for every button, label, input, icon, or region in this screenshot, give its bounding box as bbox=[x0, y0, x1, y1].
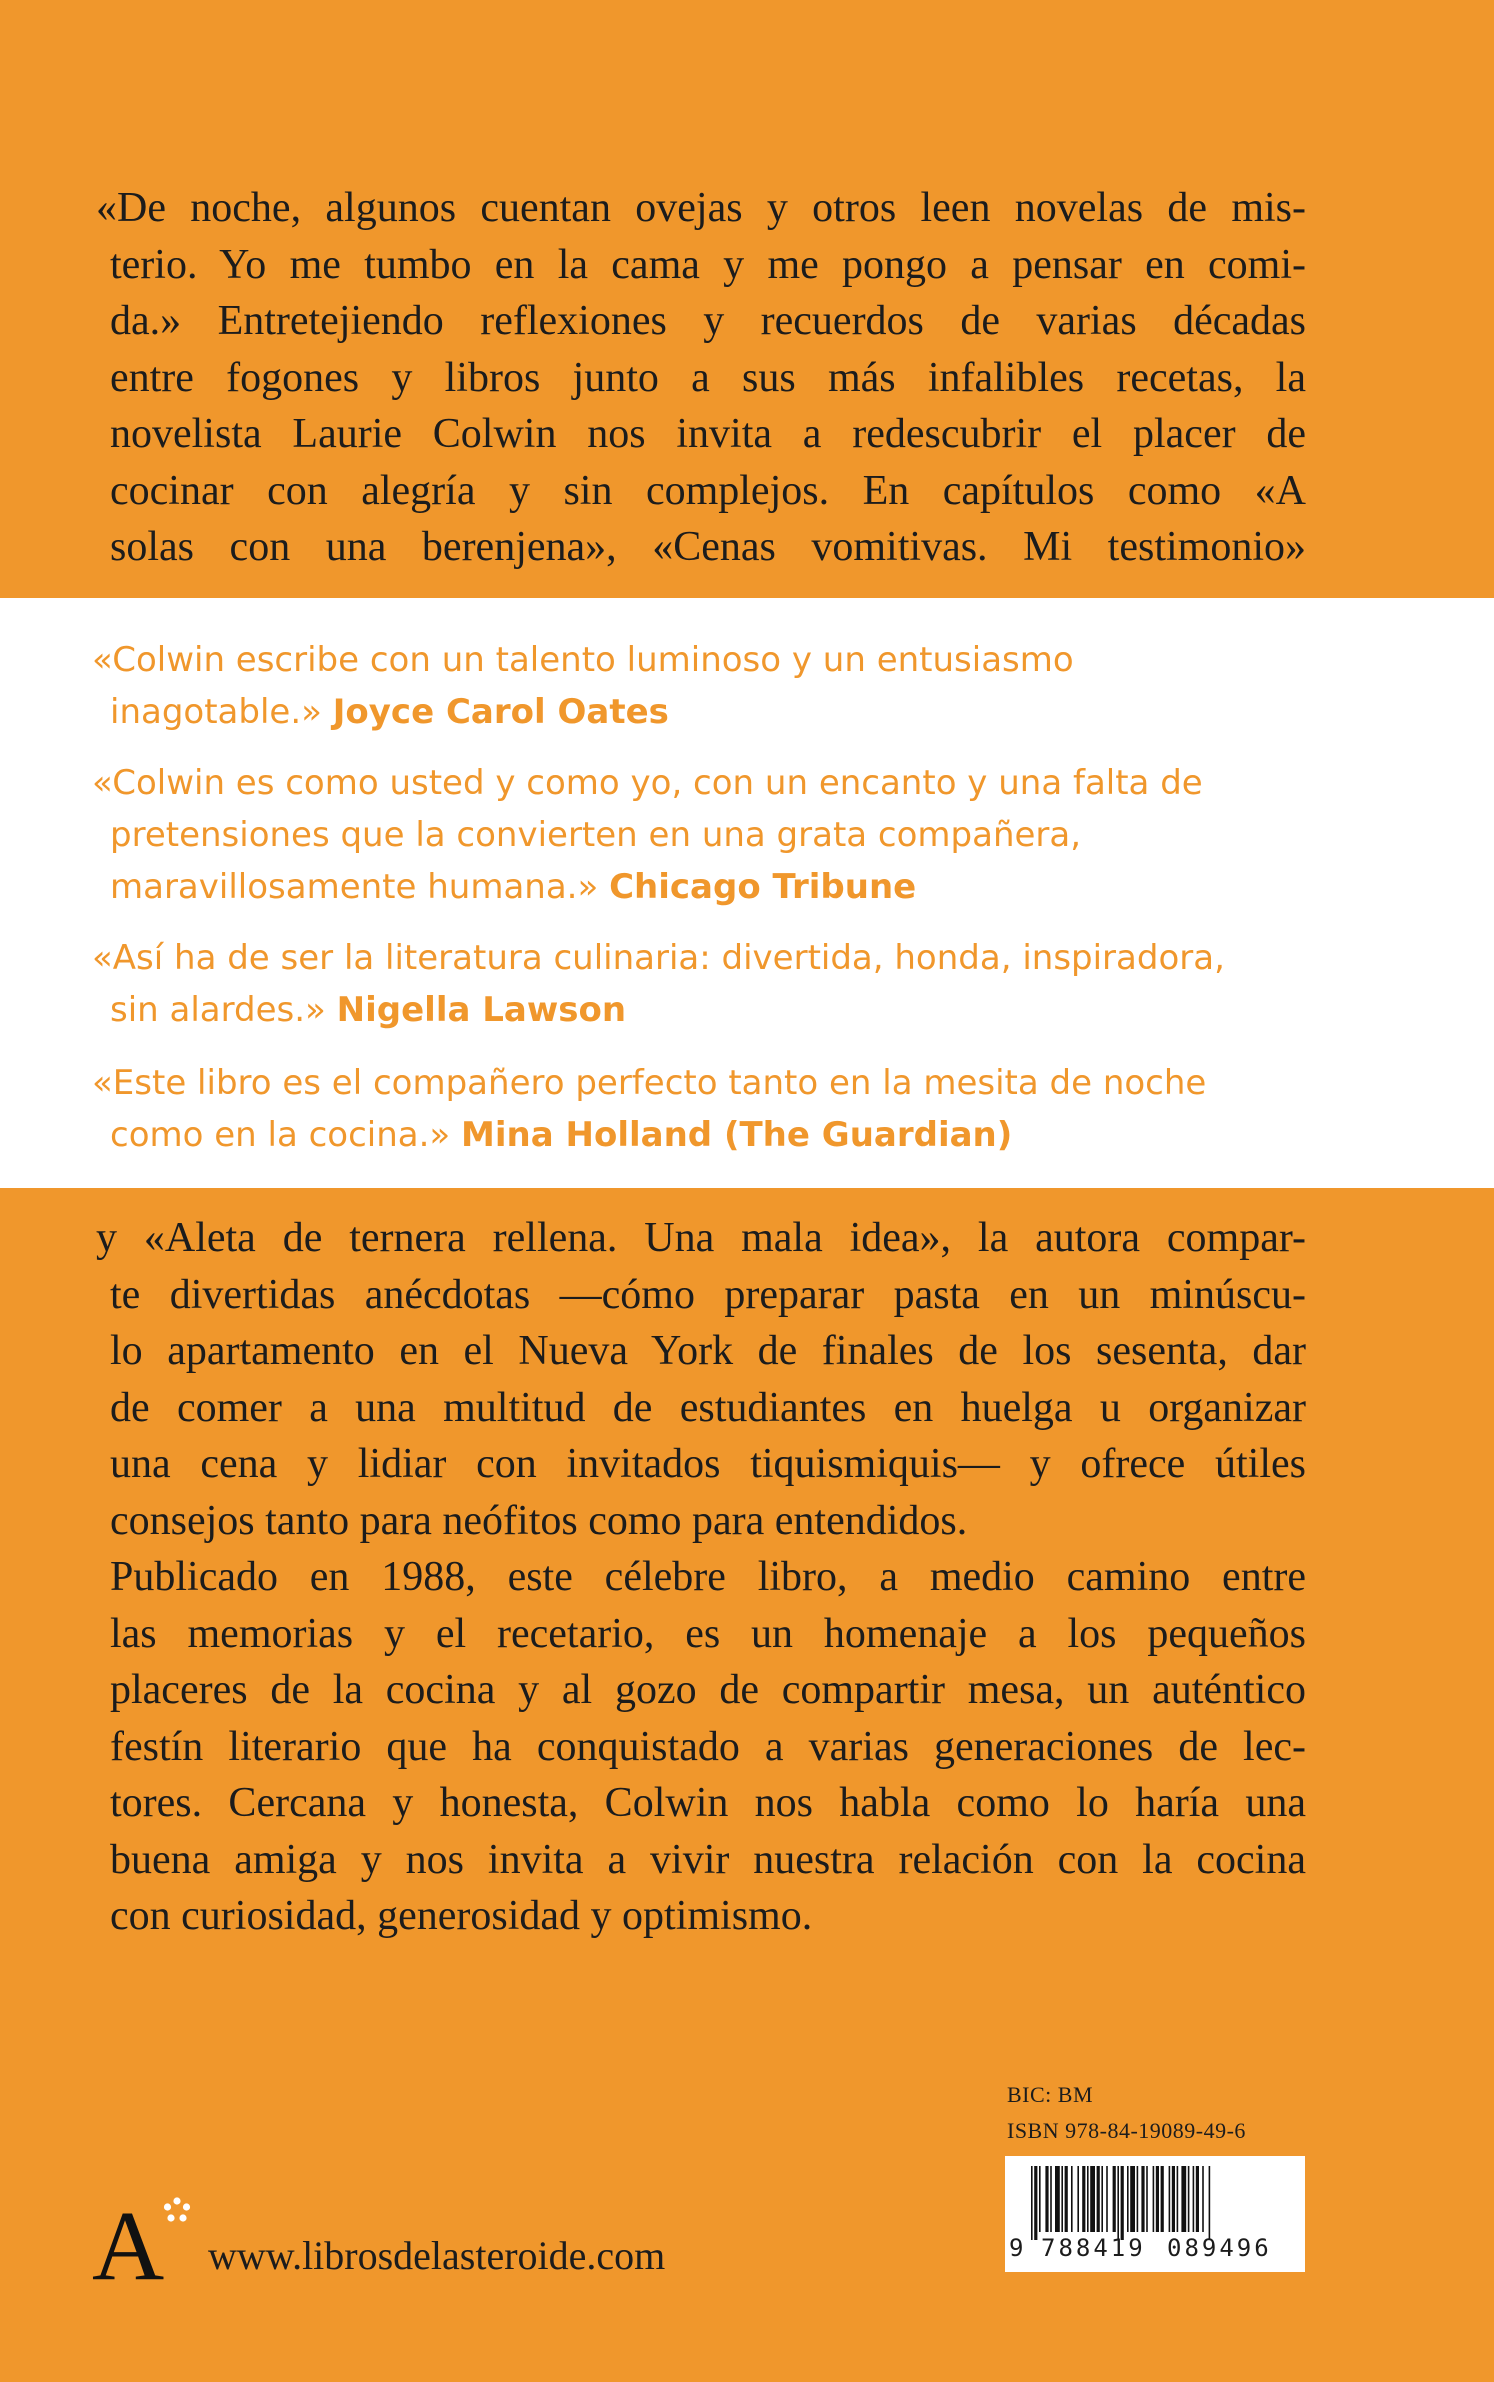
blurb-line: da.» Entretejiendo reflexiones y recuerdos de varias décadas bbox=[110, 298, 1306, 344]
blurb-line: «De noche, algunos cuentan ovejas y otros leen novelas de mis- bbox=[96, 185, 1306, 231]
barcode-bar bbox=[1181, 2166, 1186, 2232]
blurb-bottom bbox=[96, 1210, 1306, 1945]
blurb-line: una cena y lidiar con invitados tiquismiquis— y ofrece útiles bbox=[110, 1441, 1306, 1487]
blurb-top bbox=[96, 180, 1306, 576]
blurb-line: te divertidas anécdotas —cómo preparar pasta en un minúscu- bbox=[110, 1271, 1306, 1318]
barcode-bar bbox=[1141, 2166, 1144, 2232]
barcode-bar bbox=[1045, 2166, 1048, 2232]
barcode-bar bbox=[1188, 2166, 1190, 2232]
barcode-bar bbox=[1065, 2166, 1068, 2232]
blurb-line: novelista Laurie Colwin nos invita a redescubrir el placer de bbox=[110, 411, 1306, 457]
blurb-line: festín literario que ha conquistado a varias generaciones de lec- bbox=[110, 1723, 1306, 1770]
barcode-bar bbox=[1156, 2166, 1159, 2232]
barcode-bar bbox=[1202, 2166, 1204, 2232]
blurb-line: lo apartamento en el Nueva York de finales de los sesenta, dar bbox=[110, 1328, 1306, 1374]
barcode-bar bbox=[1106, 2166, 1108, 2232]
blurb-line: terio. Yo me tumbo en la cama y me pongo a pensar en comi- bbox=[110, 241, 1306, 288]
barcode-bar bbox=[1077, 2166, 1079, 2232]
barcode-bar bbox=[1121, 2166, 1124, 2240]
barcode-bar bbox=[1034, 2166, 1037, 2240]
barcode-digits-left: 788419 bbox=[1041, 2234, 1146, 2262]
blurb-line: buena amiga y nos invita a vivir nuestra relación con la cocina bbox=[110, 1836, 1306, 1883]
barcode-bar bbox=[1146, 2166, 1148, 2232]
quote-source: Chicago Tribune bbox=[609, 867, 917, 907]
barcode-digit-first: 9 bbox=[1009, 2234, 1024, 2262]
blurb-line: tores. Cercana y honesta, Colwin nos habla como lo haría una bbox=[110, 1780, 1306, 1826]
barcode-bar bbox=[1137, 2166, 1139, 2232]
publisher-website: www.librosdelasteroide.com bbox=[208, 2233, 666, 2278]
barcode-bar bbox=[1117, 2166, 1119, 2240]
quote-source: Mina Holland (The Guardian) bbox=[461, 1115, 1013, 1155]
barcode-bar bbox=[1113, 2166, 1116, 2232]
quote-text: «Así ha de ser la literatura culinaria: divertida, honda, inspiradora, bbox=[92, 938, 1225, 978]
barcode-bar bbox=[1130, 2166, 1135, 2232]
bic-code: BIC: BM bbox=[1007, 2082, 1094, 2107]
barcode-bar bbox=[1101, 2166, 1103, 2232]
blurb-line: placeres de la cocina y al gozo de compartir mesa, un auténtico bbox=[110, 1667, 1306, 1713]
blurb-line: las memorias y el recetario, es un homenaje a los pequeños bbox=[110, 1610, 1306, 1657]
barcode-digits bbox=[1005, 2234, 1305, 2268]
barcode-bar bbox=[1172, 2166, 1175, 2232]
barcode-bar bbox=[1087, 2166, 1089, 2232]
blurb-line: cocinar con alegría y sin complejos. En capítulos como «A bbox=[110, 467, 1306, 514]
quote-text: «Colwin es como usted y como yo, con un encanto y una falta de bbox=[92, 763, 1203, 803]
barcode-bar bbox=[1177, 2166, 1179, 2232]
blurb-line: con curiosidad, generosidad y optimismo. bbox=[110, 1893, 813, 1939]
barcode-bar bbox=[1050, 2166, 1052, 2232]
barcode-bar bbox=[1209, 2166, 1211, 2240]
publisher-logo bbox=[92, 2190, 182, 2301]
barcode-bar bbox=[1031, 2166, 1033, 2240]
blurb-line: entre fogones y libros junto a sus más infalibles recetas, la bbox=[110, 354, 1306, 401]
quote-text: como en la cocina.» bbox=[110, 1115, 451, 1155]
press-quote bbox=[92, 634, 1342, 738]
quote-text: «Este libro es el compañero perfecto tanto en la mesita de noche bbox=[92, 1063, 1207, 1103]
quote-text: maravillosamente humana.» bbox=[110, 867, 599, 907]
quote-text: inagotable.» bbox=[110, 692, 322, 732]
barcode-bar bbox=[1127, 2166, 1129, 2232]
press-quotes-band bbox=[0, 598, 1494, 1188]
quote-text: «Colwin escribe con un talento luminoso y un entusiasmo bbox=[92, 640, 1074, 680]
blurb-line: Publicado en 1988, este célebre libro, a medio camino entre bbox=[110, 1554, 1306, 1600]
quote-source: Nigella Lawson bbox=[336, 990, 627, 1030]
press-quote bbox=[92, 932, 1342, 1036]
press-quote bbox=[92, 1057, 1342, 1161]
barcode-bar bbox=[1153, 2166, 1155, 2232]
barcode-bar bbox=[1196, 2166, 1199, 2232]
barcode-bar bbox=[1071, 2166, 1073, 2232]
isbn-number: ISBN 978-84-19089-49-6 bbox=[1007, 2118, 1246, 2143]
barcode-bar bbox=[1193, 2166, 1195, 2232]
barcode-bar bbox=[1055, 2166, 1060, 2232]
barcode-bar bbox=[1090, 2166, 1095, 2232]
quote-text: sin alardes.» bbox=[110, 990, 326, 1030]
blurb-line: solas con una berenjena», «Cenas vomitivas. Mi testimonio» bbox=[110, 524, 1306, 570]
blurb-line: de comer a una multitud de estudiantes en huelga u organizar bbox=[110, 1384, 1306, 1431]
quote-text: pretensiones que la convierten en una grata compañera, bbox=[110, 815, 1082, 855]
quote-source: Joyce Carol Oates bbox=[332, 692, 669, 732]
isbn-barcode bbox=[1005, 2156, 1305, 2272]
barcode-bar bbox=[1082, 2166, 1085, 2232]
barcode-bar bbox=[1097, 2166, 1100, 2232]
blurb-line: y «Aleta de ternera rellena. Una mala idea», la autora compar- bbox=[96, 1215, 1306, 1261]
press-quote bbox=[92, 757, 1342, 913]
barcode-digits-right: 089496 bbox=[1167, 2234, 1272, 2262]
asterisk-flower-icon bbox=[162, 2196, 192, 2226]
logo-letter: A bbox=[92, 2190, 165, 2301]
barcode-bar bbox=[1169, 2166, 1171, 2232]
blurb-line: consejos tanto para neófitos como para entendidos. bbox=[110, 1497, 968, 1544]
barcode-bar bbox=[1161, 2166, 1164, 2232]
barcode-bar bbox=[1061, 2166, 1063, 2232]
barcode-bar bbox=[1039, 2166, 1041, 2232]
